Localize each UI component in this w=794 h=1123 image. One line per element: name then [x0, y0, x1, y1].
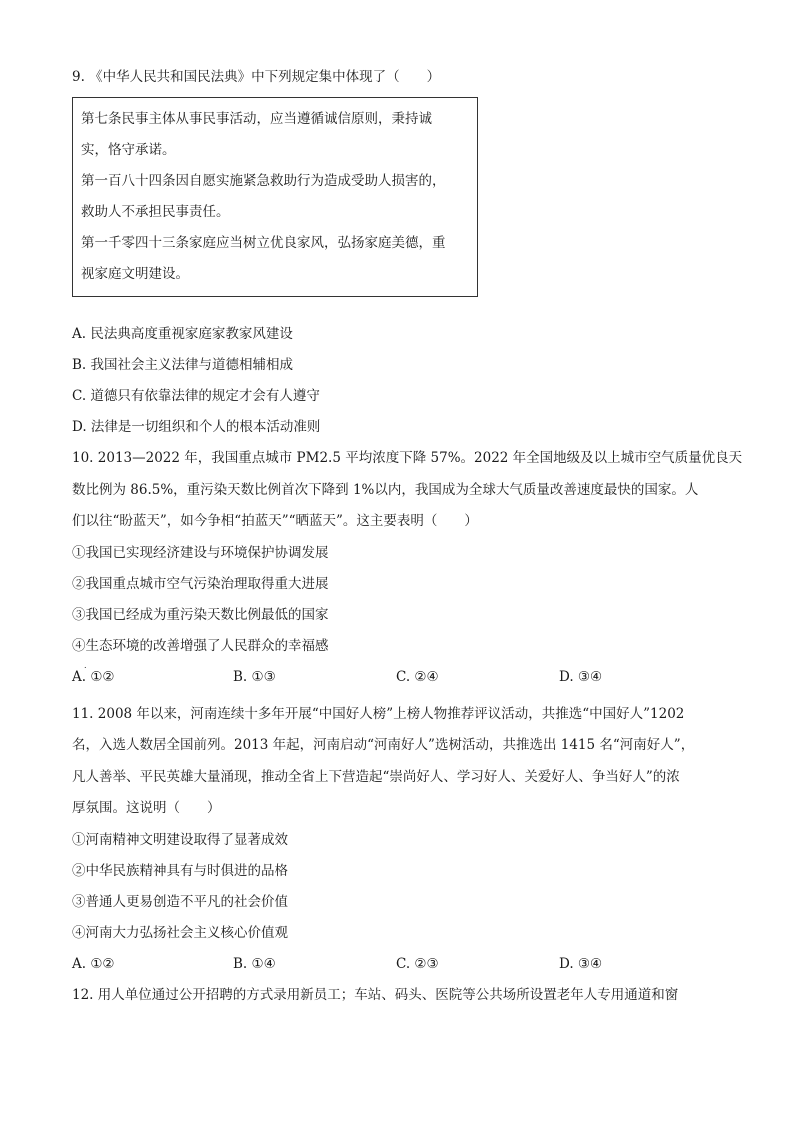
q9-stem: 9. 《中华人民共和国民法典》中下列规定集中体现了（ ） — [72, 69, 441, 85]
q10-statement-1: ①我国已实现经济建设与环境保护协调发展 — [72, 544, 329, 561]
q11-stem-line: 凡人善举、平民英雄大量涌现，推动全省上下营造起“崇尚好人、学习好人、关爱好人、争当好人”的浓 — [72, 768, 680, 785]
q11-statement-1: ①河南精神文明建设取得了显著成效 — [72, 831, 288, 848]
q10-stray-mark: . — [84, 660, 87, 670]
q9-box-line: 第七条民事主体从事民事活动，应当遵循诚信原则，秉持诚 — [81, 111, 432, 127]
q9-box-line: 救助人不承担民事责任。 — [81, 204, 230, 220]
q10-choice-a: A. ①② — [72, 668, 115, 685]
q10-choice-c: C. ②④ — [396, 668, 439, 685]
q10-stem-line: 10. 2013—2022 年，我国重点城市 PM2.5 平均浓度下降 57%。2022 年全国地级及以上城市空气质量优良天 — [72, 450, 743, 466]
q10-statement-3: ③我国已经成为重污染天数比例最低的国家 — [72, 606, 329, 623]
q9-option-b: B. 我国社会主义法律与道德相辅相成 — [72, 357, 294, 373]
q11-statement-2: ②中华民族精神具有与时俱进的品格 — [72, 862, 288, 879]
q11-stem-line: 厚氛围。这说明（ ） — [72, 800, 221, 816]
q11-choice-a: A. ①② — [72, 955, 115, 972]
q10-stem-line: 们以往“盼蓝天”，如今争相“拍蓝天”“晒蓝天”。这主要表明（ ） — [72, 513, 478, 529]
q11-choice-b: B. ①④ — [233, 955, 276, 972]
q9-quote-box — [72, 97, 478, 297]
q10-choice-d: D. ③④ — [559, 668, 603, 685]
q9-box-line: 第一千零四十三条家庭应当树立优良家风，弘扬家庭美德，重 — [81, 235, 446, 251]
q10-stem — [72, 443, 743, 538]
q11-statement-4: ④河南大力弘扬社会主义核心价值观 — [72, 924, 288, 941]
q9-box-line: 实，恪守承诺。 — [81, 142, 176, 158]
q12-stem: 12. 用人单位通过公开招聘的方式录用新员工；车站、码头、医院等公共场所设置老年人专用通道和窗 — [72, 986, 679, 1003]
q9-option-d: D. 法律是一切组织和个人的根本活动准则 — [72, 419, 321, 435]
q9-box-line: 视家庭文明建设。 — [81, 266, 189, 282]
q9-option-a: A. 民法典高度重视家庭家教家风建设 — [72, 326, 293, 342]
q10-choices — [72, 662, 722, 693]
q10-statement-4: ④生态环境的改善增强了人民群众的幸福感 — [72, 637, 329, 654]
q11-stem-line: 11. 2008 年以来，河南连续十多年开展“中国好人榜”上榜人物推荐评议活动，共推选“中国好人”1202 — [72, 705, 685, 722]
q9-box-line: 第一百八十四条因自愿实施紧急救助行为造成受助人损害的， — [81, 173, 446, 189]
q11-choice-c: C. ②③ — [396, 955, 439, 972]
q10-choice-b: B. ①③ — [233, 668, 276, 685]
q11-choices — [72, 949, 722, 980]
q11-stem-line: 名，入选人数居全国前列。2013 年起，河南启动“河南好人”选树活动，共推选出 1415 名“河南好人”， — [72, 737, 695, 753]
q9-option-c: C. 道德只有依靠法律的规定才会有人遵守 — [72, 388, 320, 404]
q10-stem-line: 数比例为 86.5%，重污染天数比例首次下降到 1%以内，我国成为全球大气质量改善速度最快的国家。人 — [72, 481, 699, 498]
q10-statement-2: ②我国重点城市空气污染治理取得重大进展 — [72, 575, 329, 592]
q11-stem — [72, 699, 722, 825]
q11-statement-3: ③普通人更易创造不平凡的社会价值 — [72, 893, 288, 910]
exam-page — [72, 62, 743, 1011]
q11-choice-d: D. ③④ — [559, 955, 603, 972]
